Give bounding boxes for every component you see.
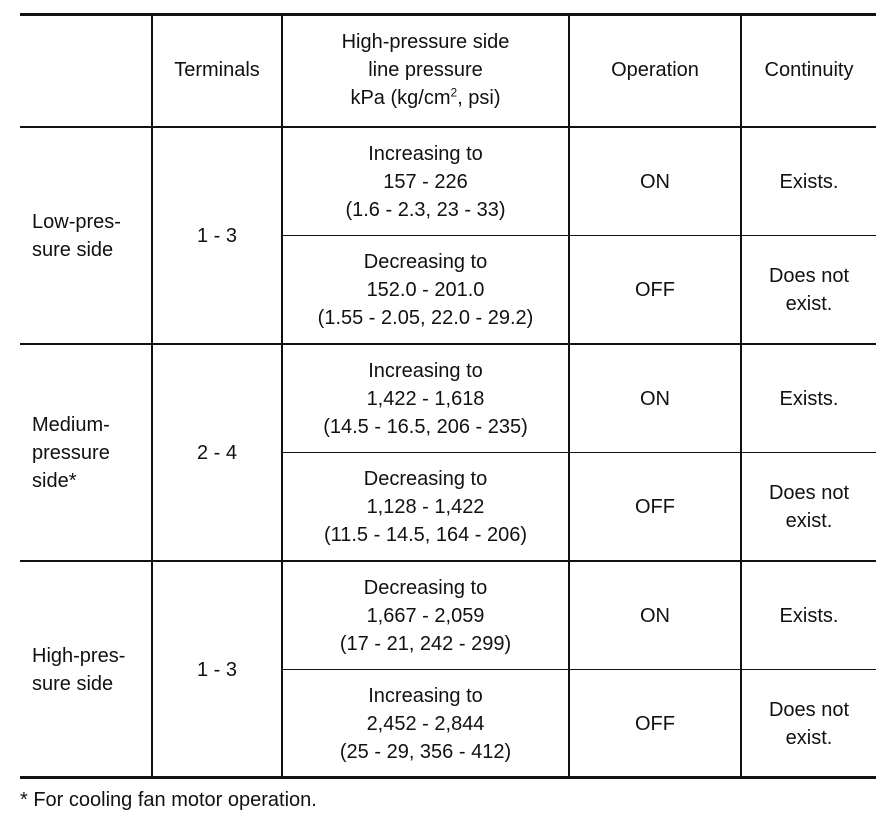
pressure-switch-table <box>20 14 876 777</box>
pressure-cell: Increasing to 1,422 - 1,618 (14.5 - 16.5, 206 - 235) <box>282 344 569 453</box>
header-pressure-line2: line pressure <box>368 59 483 81</box>
continuity-cell: Exists. <box>741 127 876 236</box>
terminals-cell: 1 - 3 <box>152 127 282 344</box>
header-pressure <box>282 14 569 127</box>
continuity-cell: Exists. <box>741 344 876 453</box>
operation-cell: ON <box>569 127 741 236</box>
header-terminals: Terminals <box>152 14 282 127</box>
pressure-cell: Decreasing to 152.0 - 201.0 (1.55 - 2.05, 22.0 - 29.2) <box>282 236 569 345</box>
pressure-cell: Decreasing to 1,667 - 2,059 (17 - 21, 242 - 299) <box>282 561 569 670</box>
operation-cell: ON <box>569 344 741 453</box>
side-label-low: Low-pres- sure side <box>32 210 121 261</box>
table-row <box>20 127 876 236</box>
header-pressure-line3: kPa ($kg/cm^2$, psi) <box>350 85 501 109</box>
operation-cell: OFF <box>569 670 741 778</box>
side-label-medium: Medium- pressure side* <box>20 344 152 561</box>
continuity-cell: Does not exist. <box>741 453 876 562</box>
pressure-cell: Increasing to 2,452 - 2,844 (25 - 29, 356 - 412) <box>282 670 569 778</box>
continuity-cell: Does not exist. <box>741 236 876 345</box>
operation-cell: ON <box>569 561 741 670</box>
header-pressure-line1: High-pressure side <box>341 31 510 53</box>
header-blank <box>20 14 152 127</box>
side-label-high: High-pres- sure side <box>20 561 152 777</box>
header-continuity: Continuity <box>741 14 876 127</box>
terminals-cell: 1 - 3 <box>152 561 282 777</box>
table-row <box>20 561 876 670</box>
pressure-cell: Increasing to 157 - 226 (1.6 - 2.3, 23 - 33) <box>282 127 569 236</box>
footnote: * For cooling fan motor operation. <box>20 789 317 811</box>
header-row <box>20 14 876 127</box>
table-bottom-rule <box>20 776 876 779</box>
operation-cell: OFF <box>569 453 741 562</box>
terminals-cell: 2 - 4 <box>152 344 282 561</box>
continuity-cell: Exists. <box>741 561 876 670</box>
continuity-cell: Does not exist. <box>741 670 876 778</box>
table-row <box>20 344 876 453</box>
pressure-cell: Decreasing to 1,128 - 1,422 (11.5 - 14.5, 164 - 206) <box>282 453 569 562</box>
header-operation: Operation <box>569 14 741 127</box>
operation-cell: OFF <box>569 236 741 345</box>
